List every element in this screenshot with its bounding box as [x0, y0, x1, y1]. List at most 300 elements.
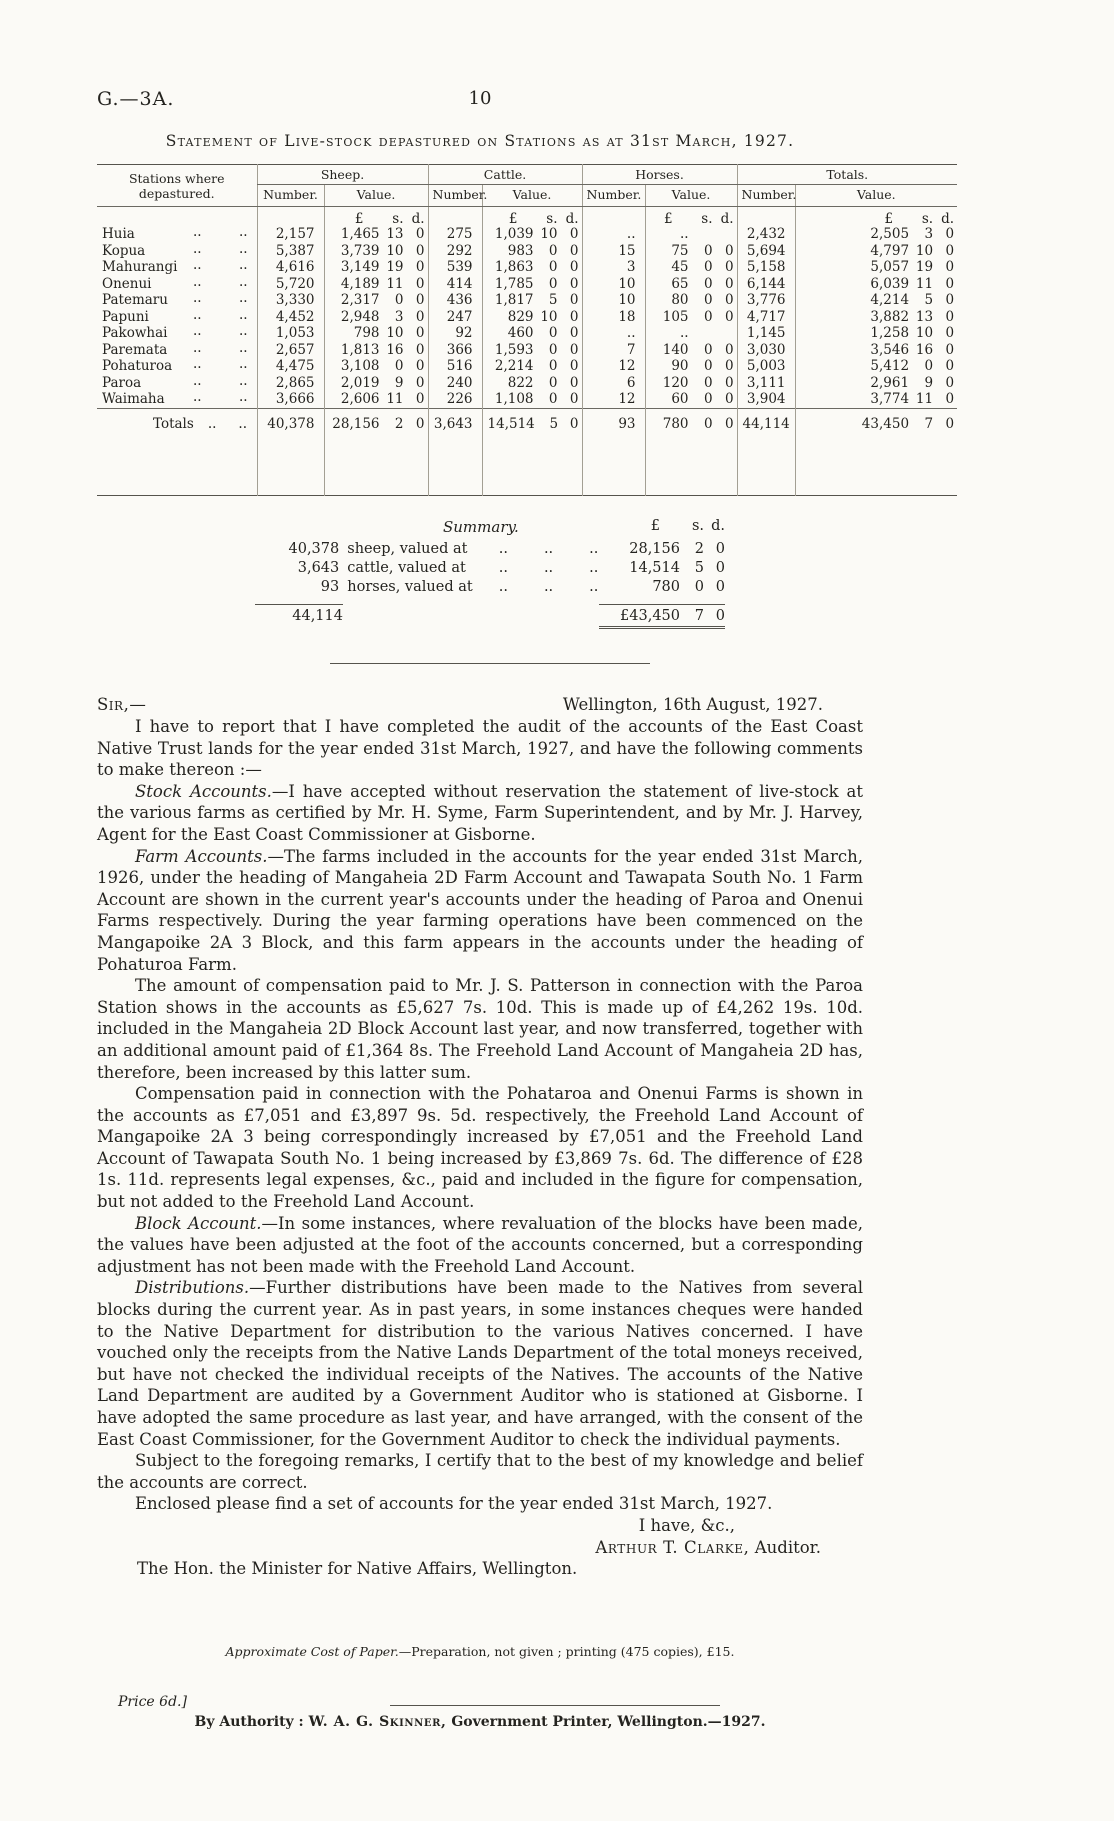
summary-total-amount [599, 604, 725, 629]
leader-dots: .. [207, 415, 217, 432]
horses-value-cell [645, 226, 737, 243]
authority-suffix: Government Printer, Wellington.—1927. [446, 1713, 766, 1730]
leader-dots: .. [193, 224, 202, 240]
value-parts [651, 342, 734, 359]
station-cell [97, 306, 257, 326]
station-cell [97, 408, 257, 439]
value-parts [488, 226, 579, 243]
totals-value-cell [795, 375, 957, 392]
table-row [97, 309, 957, 326]
totals-number-cell: 3,030 [737, 342, 795, 359]
paragraph-1 [97, 716, 863, 781]
station-name: Waimaha [102, 391, 165, 407]
leader-dots: .. [193, 356, 202, 372]
pence-value [713, 325, 734, 342]
horses-number-cell: 6 [582, 375, 645, 392]
group-header-totals: Totals. [737, 165, 957, 185]
shillings-value: 2 [394, 415, 404, 432]
shillings-value: 0 [548, 259, 558, 275]
leader-dots: .. [193, 372, 202, 389]
pence-value: 0 [724, 341, 734, 358]
totals-value-cell [795, 309, 957, 326]
totals-number-cell: 5,694 [737, 243, 795, 260]
station-cell [97, 439, 257, 496]
station-cell [97, 372, 257, 392]
shillings-value: 3 [924, 226, 934, 242]
shillings-value: 0 [703, 341, 713, 358]
shillings-value: 3 [394, 308, 404, 325]
currency-header-row [97, 207, 957, 227]
spacer-row [97, 439, 957, 496]
value-parts [488, 292, 579, 309]
cost-note-text: —Preparation, not given ; printing (475 copies), £15. [398, 1643, 735, 1659]
summary-heading: Summary. [443, 518, 519, 536]
totals-number-cell: 3,904 [737, 391, 795, 408]
horses-value-cell [645, 408, 737, 439]
paragraph-text: —In some instances, where revaluation of the blocks have been made, the values have been adjusted at the foot of the accounts concerned, but a corresponding adjustment has not been made with the Freehold Land Account. [97, 1213, 863, 1276]
table-row [97, 226, 957, 243]
pence-value: 0 [945, 415, 955, 432]
value-parts [488, 375, 579, 392]
value-parts [330, 309, 425, 326]
value-parts [801, 226, 955, 243]
totals-number-header: Number. [737, 185, 795, 207]
leader-dots: .. [498, 560, 508, 576]
shillings-value: 16 [386, 341, 404, 358]
shillings-value: 0 [548, 325, 558, 341]
table-row [97, 358, 957, 375]
pounds-value: 75 [671, 242, 689, 259]
pence-label: d. [941, 211, 955, 227]
sheep-value-cell [324, 358, 428, 375]
value-parts [330, 292, 425, 309]
totals-value-cell [795, 342, 957, 359]
leader-dots: .. [498, 579, 508, 595]
leader-dots: .. [193, 257, 202, 273]
value-parts [801, 259, 955, 276]
currency-labels [488, 212, 579, 226]
station-cell [97, 226, 257, 243]
value-parts [488, 259, 579, 276]
value-parts [330, 243, 425, 260]
shillings-value: 0 [394, 292, 404, 308]
value-parts [488, 416, 579, 433]
pound-sign: £ [663, 211, 673, 227]
pence-value: 0 [724, 242, 734, 259]
pence-value: 0 [569, 308, 579, 325]
paragraph-6 [97, 1213, 863, 1278]
pounds-value: 3,774 [870, 391, 910, 407]
horses-number-cell: 93 [582, 408, 645, 439]
shillings-value: 13 [915, 308, 934, 325]
pence-value: 0 [569, 259, 579, 275]
pence-value: 0 [945, 292, 955, 308]
leader-dots: .. [239, 339, 248, 356]
pence-value: 0 [415, 308, 425, 325]
totals-number-cell: 3,776 [737, 292, 795, 309]
cattle-number-cell [428, 207, 482, 227]
leader-dots: .. [239, 323, 248, 339]
horses-number-cell: 10 [582, 292, 645, 309]
leader-dots: .. [238, 415, 247, 432]
station-cell [97, 325, 257, 342]
shillings-value: 0 [694, 579, 704, 595]
pence-value: 0 [715, 579, 725, 595]
value-parts [651, 309, 734, 326]
leader-dots: .. [193, 389, 202, 405]
shillings-value: 10 [915, 325, 934, 341]
leader-dots: .. [193, 273, 202, 290]
horses-number-cell: 10 [582, 276, 645, 293]
summary-amount [604, 559, 725, 578]
value-parts [330, 276, 425, 293]
shillings-value: 0 [548, 391, 558, 407]
paragraph-4 [97, 975, 863, 1083]
leader-dots: .. [193, 339, 202, 356]
pound-sign: £ [354, 211, 364, 227]
total-shillings: 7 [694, 608, 704, 624]
sheep-value-header: Value. [324, 185, 428, 207]
pence-label: d. [565, 211, 579, 227]
pence-value: 0 [415, 391, 425, 407]
totals-number-cell: 1,145 [737, 325, 795, 342]
cost-note [97, 1644, 863, 1659]
pounds-value: 798 [353, 325, 380, 341]
cattle-value-cell [482, 375, 582, 392]
sheep-value-cell [324, 439, 428, 496]
pounds-value: 80 [671, 292, 689, 308]
pounds-value: 4,189 [340, 275, 380, 292]
sheep-number-cell: 1,053 [257, 325, 324, 342]
signature-title: Auditor. [749, 1537, 821, 1557]
summary-label: sheep, valued at [347, 541, 468, 557]
sheep-value-cell [324, 292, 428, 309]
value-parts [651, 416, 734, 433]
paragraph-5 [97, 1083, 863, 1213]
leader-dots: .. [543, 560, 554, 576]
station-name: Pohaturoa [102, 358, 173, 374]
shillings-value: 5 [548, 292, 558, 308]
cattle-value-cell [482, 439, 582, 496]
totals-number-cell: 5,003 [737, 358, 795, 375]
leader-dots: .. [239, 389, 248, 405]
pounds-value: 983 [507, 242, 534, 259]
horses-number-cell: 7 [582, 342, 645, 359]
livestock-table [97, 164, 957, 496]
paragraph-9 [97, 1493, 863, 1515]
horses-number-cell: 12 [582, 391, 645, 408]
table-row [97, 325, 957, 342]
shillings-value: 13 [386, 226, 404, 242]
currency-labels [651, 212, 734, 226]
horses-number-cell: .. [582, 325, 645, 342]
leader-dots: .. [589, 579, 599, 595]
authority-prefix: By Authority : [194, 1713, 309, 1730]
totals-number-cell: 6,144 [737, 276, 795, 293]
pence-value: 0 [415, 275, 425, 292]
pounds-value: 65 [671, 275, 689, 292]
cattle-number-cell: 292 [428, 243, 482, 260]
sheep-number-cell: 4,452 [257, 309, 324, 326]
value-parts [651, 391, 734, 408]
paragraph-text: —I have accepted without reservation the statement of live-stock at the various farms as certified by Mr. H. Syme, Farm Superintendent, and by Mr. J. Harvey, Agent for the East Coast Commissioner at Gisborne. [97, 781, 863, 844]
stations-header: Stations where depastured. [97, 165, 257, 207]
pence-value: 0 [415, 226, 425, 242]
horses-value-cell [645, 325, 737, 342]
dateline: Wellington, 16th August, 1927. [562, 695, 823, 714]
pence-value: 0 [945, 391, 955, 407]
pence-value: 0 [715, 541, 725, 557]
shillings-value: 0 [924, 358, 934, 374]
paragraph-text: Subject to the foregoing remarks, I certify that to the best of my knowledge and belief the accounts are correct. [97, 1451, 863, 1492]
totals-value-cell [795, 292, 957, 309]
pounds-value: 14,514 [487, 415, 535, 432]
shillings-value: 0 [548, 374, 558, 391]
shillings-value: 0 [703, 292, 713, 308]
addressee: The Hon. the Minister for Native Affairs, Wellington. [137, 1559, 578, 1579]
shillings-value: 0 [703, 259, 713, 275]
paragraph-lead: Farm Accounts. [135, 846, 268, 866]
station-name: Paremata [102, 341, 168, 358]
cattle-value-cell [482, 276, 582, 293]
table-body [97, 207, 957, 496]
pence-value: 0 [724, 374, 734, 391]
station-name: Pakowhai [102, 325, 168, 341]
sheep-number-cell: 2,657 [257, 342, 324, 359]
pence-value: 0 [569, 242, 579, 259]
shillings-value: 19 [386, 259, 404, 275]
shillings-value: 11 [386, 391, 404, 407]
horses-number-cell: 18 [582, 309, 645, 326]
shillings-value: 0 [548, 341, 558, 358]
cattle-number-cell: 247 [428, 309, 482, 326]
shillings-value: 0 [703, 242, 713, 259]
value-parts [488, 309, 579, 326]
value-parts [801, 391, 955, 408]
cattle-value-cell [482, 408, 582, 439]
shillings-value: 2 [694, 541, 704, 557]
paragraph-text: I have to report that I have completed the audit of the accounts of the East Coast Native Trust lands for the year ended 31st March, 1927, and have the following comments to make thereon :— [97, 717, 863, 780]
cattle-number-cell: 3,643 [428, 408, 482, 439]
leader-dots: .. [589, 560, 599, 576]
pence-value: 0 [945, 325, 955, 341]
value-parts [651, 243, 734, 260]
cost-note-lead: Approximate Cost of Paper. [225, 1643, 399, 1659]
pence-value: 0 [569, 275, 579, 292]
leader-dots: .. [543, 541, 554, 557]
pence-value: 0 [569, 341, 579, 358]
value-parts [651, 375, 734, 392]
sheep-value-cell [324, 259, 428, 276]
station-cell [97, 273, 257, 293]
horses-number-cell [582, 207, 645, 227]
document-reference: G.—3A. [97, 88, 175, 110]
pounds-value: 3,739 [340, 242, 380, 259]
pounds-value: 3,149 [340, 259, 380, 275]
pound-sign: £ [884, 211, 894, 227]
pence-value: 0 [415, 292, 425, 308]
pence-value: 0 [569, 415, 579, 432]
summary-label: horses, valued at [347, 579, 473, 595]
sheep-number-header: Number. [257, 185, 324, 207]
station-name: Onenui [102, 275, 152, 292]
summary-row [255, 578, 725, 597]
pounds-value: 43,450 [861, 415, 910, 432]
pounds-value: 2,948 [340, 308, 380, 325]
pound-sign: £ [508, 211, 518, 227]
value-parts [801, 292, 955, 309]
cattle-number-cell: 92 [428, 325, 482, 342]
horses-value-cell [645, 439, 737, 496]
cattle-number-header: Number. [428, 185, 482, 207]
cattle-number-cell: 226 [428, 391, 482, 408]
letter-body [97, 694, 863, 1580]
shillings-value: 0 [703, 275, 713, 292]
value-parts [488, 358, 579, 375]
value-parts [651, 226, 734, 243]
leader-dots: .. [193, 290, 202, 306]
value-parts [801, 325, 955, 342]
station-cell [97, 259, 257, 276]
horses-value-cell [645, 358, 737, 375]
shillings-value: 0 [703, 308, 713, 325]
station-cell [97, 207, 257, 227]
value-parts [330, 226, 425, 243]
leader-dots: .. [543, 579, 554, 595]
pounds-value: 2,019 [340, 374, 380, 391]
leader-dots: .. [239, 273, 248, 290]
sheep-value-cell [324, 325, 428, 342]
shillings-value: 0 [703, 415, 713, 432]
summary-section [255, 518, 725, 629]
table-row [97, 243, 957, 260]
shillings-value: 0 [703, 391, 713, 407]
totals-value-cell [795, 325, 957, 342]
total-pounds: £43,450 [620, 608, 680, 624]
pounds-value: 3,546 [870, 341, 910, 358]
horses-value-cell [645, 309, 737, 326]
authority-line [97, 1714, 863, 1730]
totals-value-cell [795, 259, 957, 276]
station-name: Patemaru [102, 292, 168, 308]
leader-dots: .. [239, 240, 248, 257]
totals-value-cell [795, 439, 957, 496]
authority-printer: W. A. G. Skinner, [308, 1713, 447, 1730]
pounds-value: 2,505 [870, 226, 910, 242]
shillings-value: 7 [924, 415, 934, 432]
signature-line [97, 1537, 863, 1559]
totals-number-cell: 3,111 [737, 375, 795, 392]
cattle-number-cell: 414 [428, 276, 482, 293]
leader-dots: .. [193, 306, 202, 323]
totals-number-cell: 44,114 [737, 408, 795, 439]
value-parts [801, 309, 955, 326]
pence-value: 0 [415, 415, 425, 432]
pounds-value: 780 [652, 579, 680, 595]
leader-dots [493, 540, 605, 559]
station-name: Totals [153, 415, 194, 432]
cattle-value-header: Value. [482, 185, 582, 207]
pounds-value: 1,785 [494, 275, 534, 292]
value-parts [330, 342, 425, 359]
pounds-value: 60 [671, 391, 689, 407]
horses-value-cell [645, 292, 737, 309]
pounds-value: 5,412 [870, 358, 910, 374]
paragraph-text: —Further distributions have been made to the Natives from several blocks during the current year. As in past years, in some instances cheques were handed to the Native Department for distribution to the various Natives concerned. I have vouched only the receipts from the Native Lands Department of the total moneys received, but have not checked the individual receipts of the Natives. The accounts of the Native Land Department are audited by a Government Auditor who is stationed at Gisborne. I have adopted the same procedure as last year, and have arranged, with the consent of the East Coast Commissioner, for the Government Auditor to check the individual payments. [97, 1278, 863, 1449]
pence-value: 0 [415, 259, 425, 275]
table-row [97, 391, 957, 408]
value-parts [330, 391, 425, 408]
shillings-value: 0 [394, 358, 404, 374]
value-parts [801, 342, 955, 359]
value-parts [651, 276, 734, 293]
pence-value: 0 [569, 226, 579, 242]
pence-value: 0 [415, 341, 425, 358]
pence-value: 0 [724, 415, 734, 432]
pence-value: 0 [945, 242, 955, 259]
shillings-value: 5 [549, 415, 559, 432]
shillings-value: 0 [703, 374, 713, 391]
pounds-value: 1,039 [494, 226, 534, 242]
leader-dots: .. [193, 240, 202, 257]
paragraph-text: Compensation paid in connection with the Pohataroa and Onenui Farms is shown in the accounts as £7,051 and £3,897 9s. 5d. respectively, the Freehold Land Account of Mangapoike 2A 3 being correspondingly increased by £7,051 and the Freehold Land Account of Tawapata South No. 1 being increased by £3,869 7s. 6d. The difference of £28 1s. 11d. represents legal expenses, &c., paid and included in the figure for compensation, but not added to the Freehold Land Account. [97, 1084, 863, 1212]
shillings-label: s. [691, 518, 704, 534]
value-parts [801, 276, 955, 293]
price-note: Price 6d.] [118, 1694, 187, 1710]
value-parts [488, 325, 579, 342]
pence-value: 0 [569, 391, 579, 407]
page-number: 10 [468, 88, 492, 109]
shillings-value: 0 [548, 242, 558, 259]
paragraph-lead: Block Account. [135, 1213, 262, 1233]
cattle-value-cell [482, 325, 582, 342]
value-parts [801, 375, 955, 392]
station-name: Huia [102, 226, 135, 242]
pounds-value: 140 [662, 341, 689, 358]
station-name: Mahurangi [102, 259, 178, 275]
pounds-value: 4,797 [870, 242, 910, 259]
summary-amount [604, 578, 725, 597]
sheep-number-cell: 2,157 [257, 226, 324, 243]
value-parts [651, 325, 734, 342]
table-row [97, 292, 957, 309]
leader-dots [493, 559, 605, 578]
total-pence: 0 [715, 608, 725, 624]
totals-number-cell [737, 439, 795, 496]
paragraph-lead: Distributions. [135, 1278, 250, 1298]
summary-amount [604, 540, 725, 559]
signature-name: Arthur T. Clarke, [595, 1537, 750, 1557]
shillings-value: 10 [540, 308, 558, 325]
shillings-label: s. [392, 211, 404, 227]
shillings-label: s. [921, 211, 934, 227]
pence-value: 0 [715, 560, 725, 576]
pounds-value: 829 [507, 308, 534, 325]
sheep-value-cell [324, 276, 428, 293]
totals-value-cell [795, 408, 957, 439]
horses-value-cell [645, 375, 737, 392]
shillings-value: 0 [548, 275, 558, 292]
leader-dots: .. [239, 306, 248, 323]
shillings-value: 9 [394, 374, 404, 391]
group-header-sheep: Sheep. [257, 165, 428, 185]
paragraph-8 [97, 1450, 863, 1493]
summary-row [255, 559, 725, 578]
sheep-currency-cell [324, 207, 428, 227]
station-name: Kopua [102, 242, 146, 259]
valediction: I have, &c., [638, 1515, 735, 1535]
pence-value: 0 [724, 308, 734, 325]
